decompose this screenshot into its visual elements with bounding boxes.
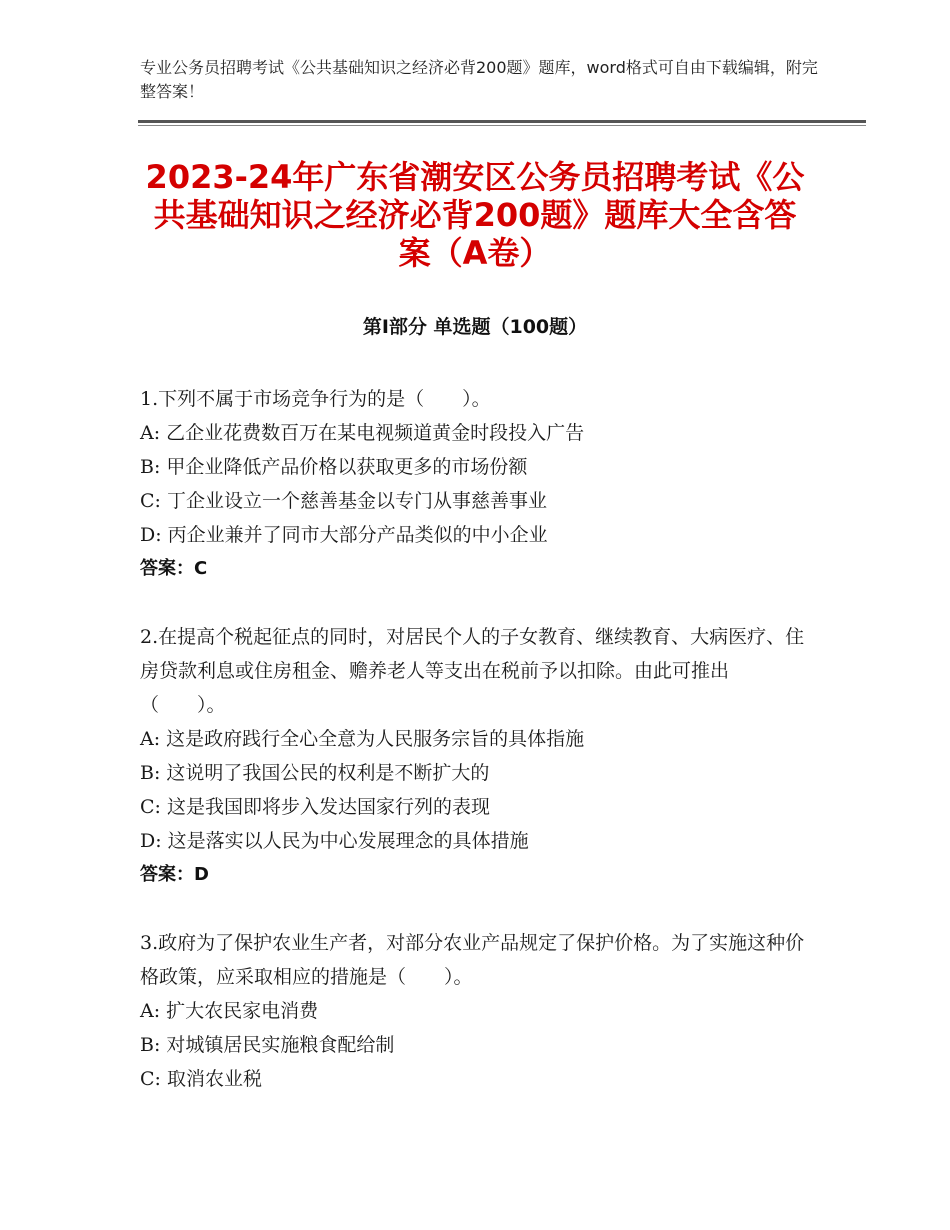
- option-d: D: 丙企业兼并了同市大部分产品类似的中小企业: [140, 524, 548, 546]
- option-c: C: 取消农业税: [140, 1068, 262, 1090]
- section-title: 第Ⅰ部分 单选题（100题）: [362, 316, 588, 338]
- question-2: [140, 620, 810, 892]
- question-3: [140, 926, 810, 1096]
- question-stem: 2.在提高个税起征点的同时，对居民个人的子女教育、继续教育、大病医疗、住房贷款利息或住房租金、赡养老人等支出在税前予以扣除。由此可推出（ ）。: [140, 626, 805, 716]
- option-b: B: 这说明了我国公民的权利是不断扩大的: [140, 762, 490, 784]
- answer: 答案：D: [140, 864, 209, 885]
- question-stem: 3.政府为了保护农业生产者，对部分农业产品规定了保护价格。为了实施这种价格政策，应采取相应的措施是（ ）。: [140, 932, 805, 988]
- option-c: C: 这是我国即将步入发达国家行列的表现: [140, 796, 490, 818]
- question-1: [140, 382, 810, 586]
- answer: 答案：C: [140, 558, 208, 579]
- document-title: 2023-24年广东省潮安区公务员招聘考试《公共基础知识之经济必背200题》题库大全含答案（A卷）: [145, 158, 805, 272]
- option-a: A: 扩大农民家电消费: [140, 1000, 319, 1022]
- option-d: D: 这是落实以人民为中心发展理念的具体措施: [140, 830, 529, 852]
- header-note: 专业公务员招聘考试《公共基础知识之经济必背200题》题库，word格式可自由下载编辑，附完整答案！: [140, 58, 818, 101]
- header-divider-thin: [138, 125, 866, 126]
- question-stem: 1.下列不属于市场竞争行为的是（ ）。: [140, 388, 491, 410]
- option-b: B: 甲企业降低产品价格以获取更多的市场份额: [140, 456, 528, 478]
- option-c: C: 丁企业设立一个慈善基金以专门从事慈善事业: [140, 490, 547, 512]
- option-a: A: 乙企业花费数百万在某电视频道黄金时段投入广告: [140, 422, 585, 444]
- option-a: A: 这是政府践行全心全意为人民服务宗旨的具体指施: [140, 728, 585, 750]
- header-divider-thick: [138, 120, 866, 123]
- question-list: [140, 382, 810, 1130]
- option-b: B: 对城镇居民实施粮食配给制: [140, 1034, 395, 1056]
